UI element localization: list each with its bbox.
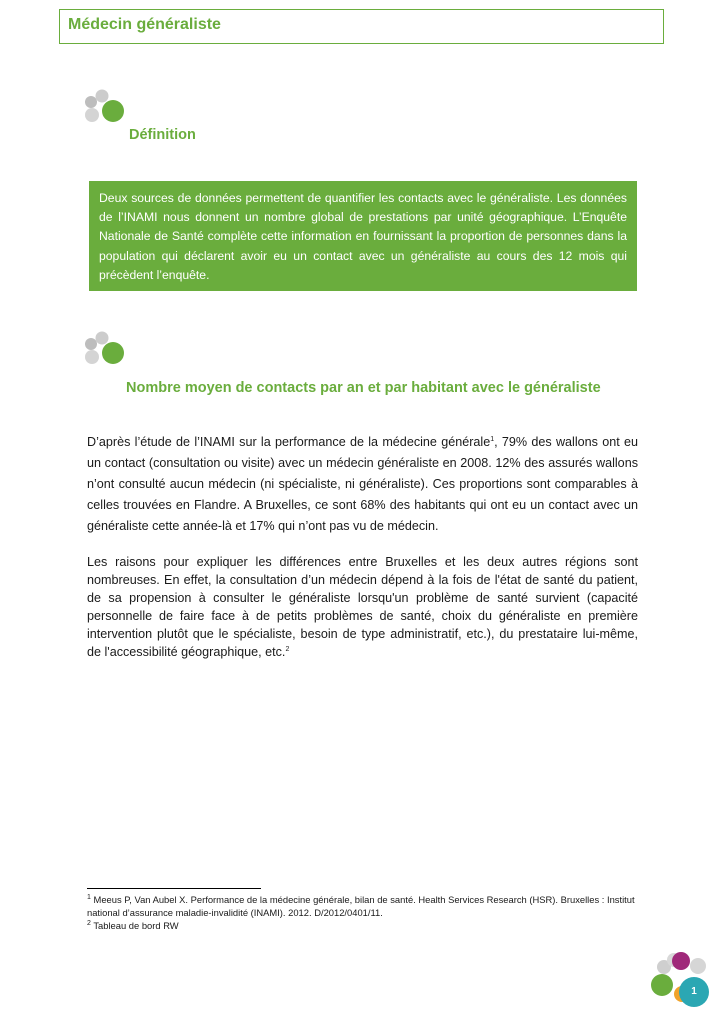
footnote-2	[87, 919, 637, 932]
footnote-ref-1[interactable]: 1	[490, 435, 495, 443]
footnote-1-text: Meeus P, Van Aubel X. Performance de la médecine générale, bilan de santé. Health Services Research (HSR). Bruxelles : Institut national d’assurance maladie-invalidité (INAMI). 2012. D/2012/0401/11.	[87, 894, 635, 918]
footnote-2-number: 2	[87, 919, 91, 927]
page-number: 1	[679, 977, 709, 1007]
definition-box: Deux sources de données permettent de quantifier les contacts avec le généraliste. Les données de l’INAMI nous donnent un nombre global de prestations par unité géographique. L’Enquête Nationale de Santé complète cette information en fournissant la proportion de personnes dans la population qui déclarent avoir eu un contact avec un généraliste au cours des 12 mois qui précèdent l’enquête.	[89, 181, 637, 291]
footnote-1-number: 1	[87, 893, 91, 901]
definition-title: Définition	[129, 127, 196, 143]
paragraph-1-start: D’après l’étude de l’INAMI sur la performance de la médecine générale	[87, 435, 491, 449]
paragraph-1	[87, 432, 638, 537]
footnotes	[87, 893, 637, 932]
header-box	[59, 9, 664, 44]
footnote-2-text: Tableau de bord RW	[93, 920, 179, 931]
page-title: Médecin généraliste	[68, 16, 221, 33]
circles-logo-icon	[82, 87, 126, 129]
footnote-1	[87, 893, 637, 919]
paragraph-2-text: Les raisons pour expliquer les différences entre Bruxelles et les deux autres régions sont nombreuses. En effet, la consultation d’un médecin dépend à la fois de l'état de santé du patient, de sa propension à consulter le généraliste lorsqu'un problème de santé survient (capacité personnelle de faire face à de petits problèmes de santé, choix du généraliste en première intervention plutôt que le spécialiste, besoin de type administratif, etc.), du prestataire lui-même, de l'accessibilité géographique, etc.	[87, 555, 638, 659]
paragraph-1-end: , 79% des wallons ont eu un contact (consultation ou visite) avec un médecin généraliste en 2008. 12% des assurés wallons n’ont consulté aucun médecin (ni spécialiste, ni généraliste). Ces proportions sont comparables à celles trouvées en Flandre. A Bruxelles, ce sont 68% des habitants qui ont eu un contact avec un généraliste cette année-là et 17% qui n’ont pas vu de médecin.	[87, 435, 638, 533]
footnote-ref-2[interactable]: 2	[285, 645, 290, 653]
section-title: Nombre moyen de contacts par an et par habitant avec le généraliste	[126, 380, 601, 396]
paragraph-2	[87, 553, 638, 661]
footnote-separator	[87, 888, 261, 889]
circles-logo-icon-2	[82, 329, 126, 371]
